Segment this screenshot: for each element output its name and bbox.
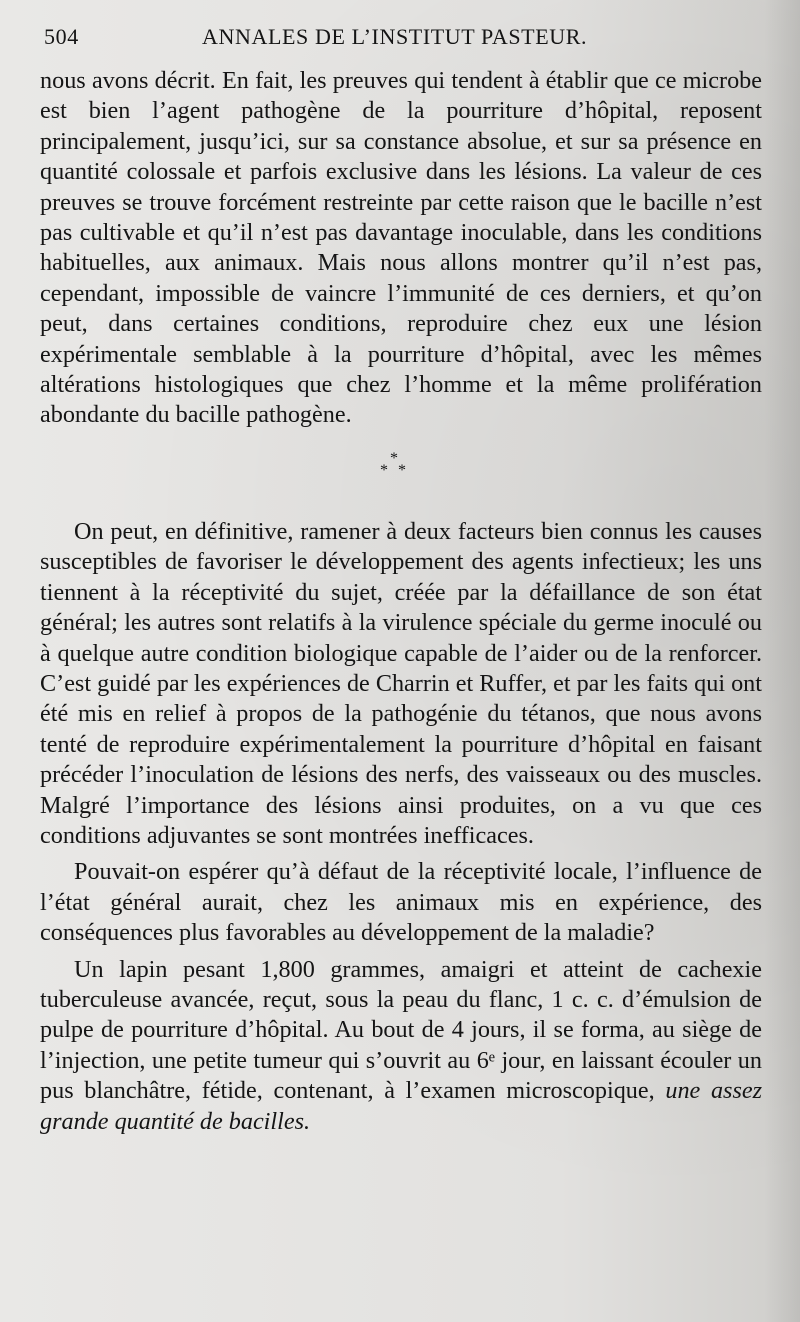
separator-asterisk-right: * xyxy=(398,461,406,479)
page-number: 504 xyxy=(44,24,79,49)
section-separator xyxy=(40,431,762,517)
paragraph-3: Pouvait-on espérer qu’à défaut de la réceptivité locale, l’influence de l’état général aurait, chez les animaux mis en expérience, des conséquences plus favorables au développement de la maladie? xyxy=(40,858,762,947)
page-edge-shadow xyxy=(764,0,800,1322)
separator-asterisk-left: * xyxy=(380,461,388,479)
separator-asterisk-top: * xyxy=(390,449,398,467)
paragraph-1: nous avons décrit. En fait, les preuves qui tendent à établir que ce microbe est bien l’agent pathogène de la pourriture d’hôpital, reposent principalement, jusqu’ici, sur sa constance absolue, et sur sa présence en quantité colossale et parfois exclusive dans les lésions. La valeur de ces preuves se trouve forcément restreinte par cette raison que le bacille n’est pas cultivable et qu’il n’est pas davantage inoculable, dans les conditions habituelles, aux animaux. Mais nous allons montrer qu’il n’est pas, cependant, impossible de vaincre l’immunité de ces derniers, et qu’on peut, dans certaines conditions, reproduire chez eux une lésion expérimentale semblable à la pourriture d’hôpital, avec les mêmes altérations histologiques que chez l’homme et la même prolifération abondante du bacille pathogène. xyxy=(40,67,762,429)
paragraph-4-italic-text: une assez grande quantité de bacilles. xyxy=(40,1077,763,1135)
paragraph-4 xyxy=(40,955,762,1137)
page-body xyxy=(40,66,762,1137)
running-title: ANNALES DE L’INSTITUT PASTEUR. xyxy=(202,24,588,49)
paragraph-2: On peut, en définitive, ramener à deux facteurs bien connus les causes susceptibles de favoriser le développement des agents infectieux; les uns tiennent à la réceptivité du sujet, créée par la défaillance de son état général; les autres sont relatifs à la virulence spéciale du germe inoculé ou à quelque autre condition biologique capable de l’aider ou de la renforcer. C’est guidé par les expériences de Charrin et Ruffer, et par les faits qui ont été mis en relief à propos de la pathogénie du tétanos, que nous avons tenté de reproduire expérimentalement la pourriture d’hôpital en faisant précéder l’inoculation de lésions des nerfs, des vaisseaux ou des muscles. Malgré l’importance des lésions ainsi produites, on a vu que ces conditions adjuvantes se sont montrées inefficaces. xyxy=(40,517,762,849)
paragraph-4-main-text: Un lapin pesant 1,800 grammes, amaigri et atteint de cachexie tuberculeuse avancée, reçut, sous la peau du flanc, 1 c. c. d’émulsion de pulpe de pourriture d’hôpital. Au bout de 4 jours, il se forma, au siège de l’injection, une petite tumeur qui s’ouvrit au 6ᵉ jour, en laissant écouler un pus blanchâtre, fétide, contenant, à l’examen microscopique, xyxy=(40,955,762,1105)
running-header xyxy=(44,18,744,52)
